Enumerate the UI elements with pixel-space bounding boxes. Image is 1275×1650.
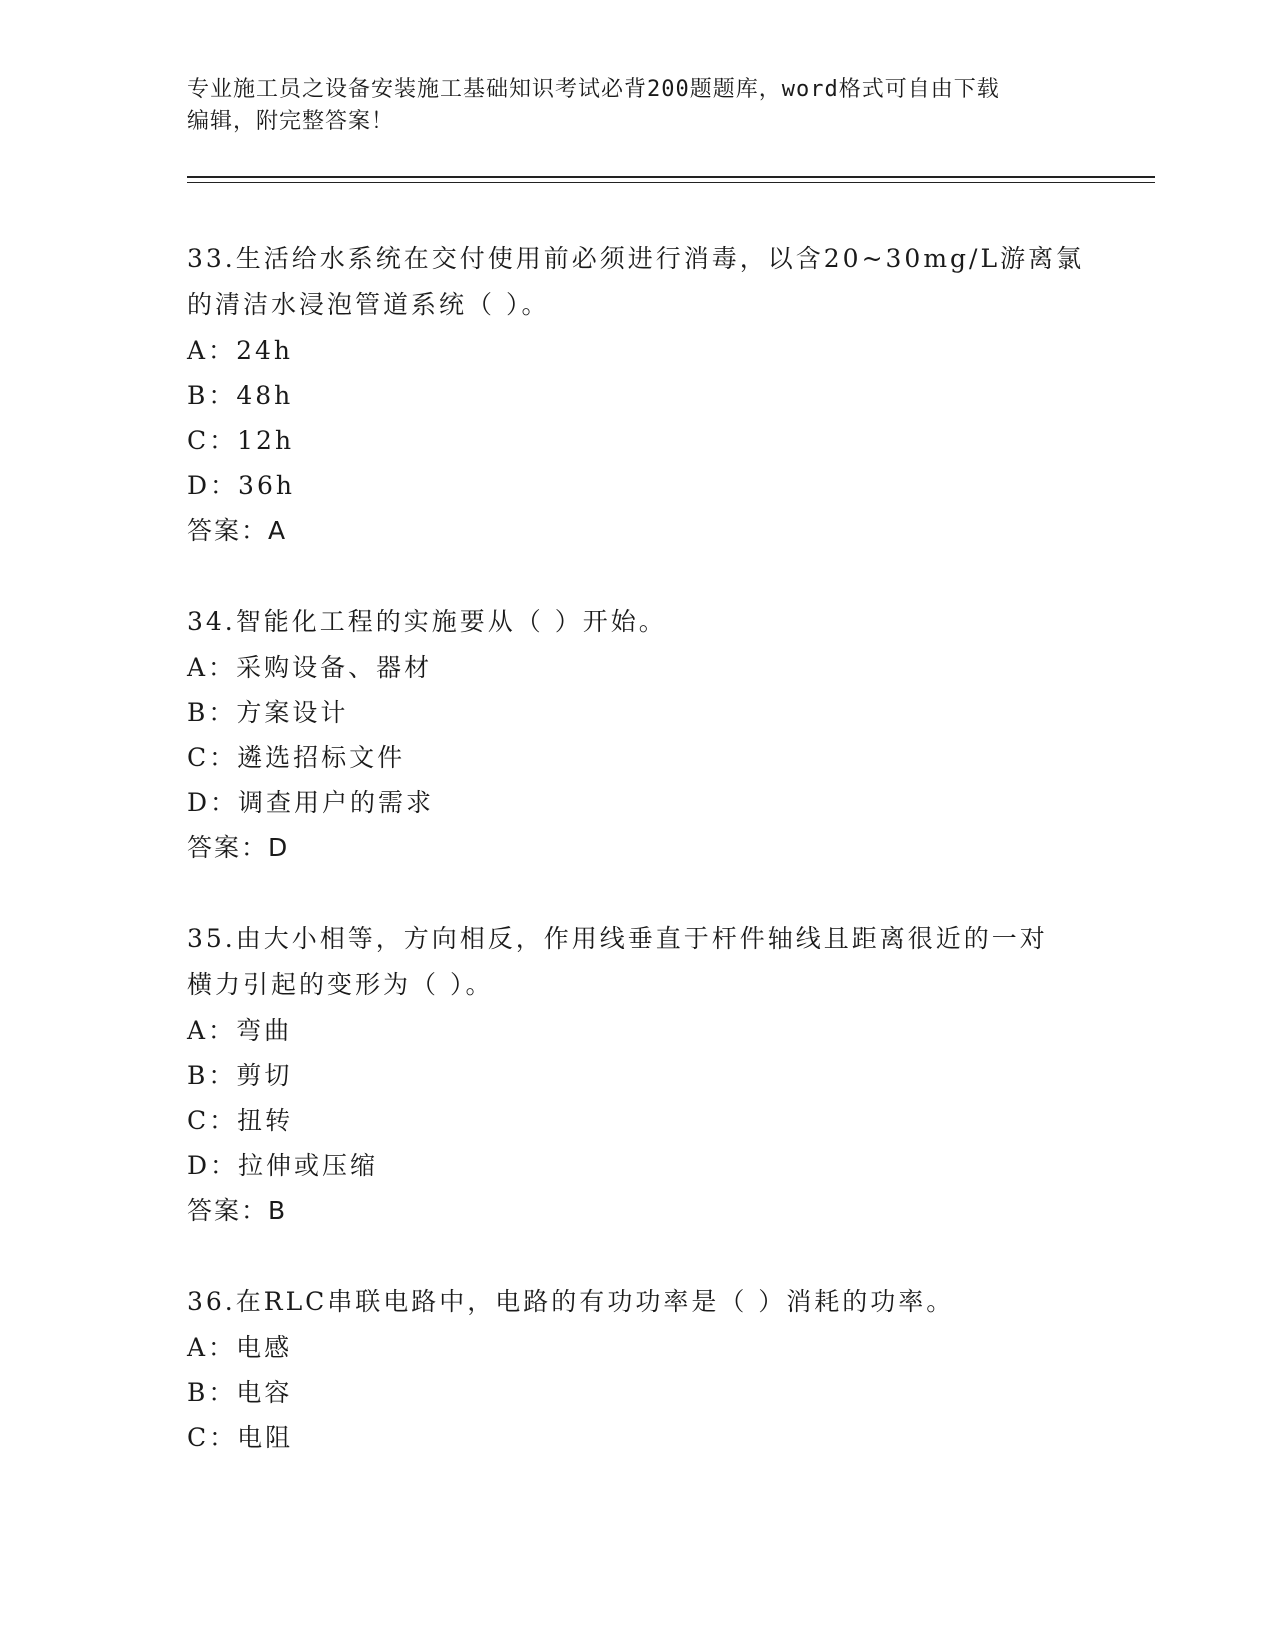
answer-label: 答案：D [187, 833, 290, 862]
option-key: A： [187, 1333, 237, 1362]
option-a [187, 328, 1087, 373]
option-text: 电感 [236, 1333, 293, 1362]
option-key: D： [187, 471, 239, 500]
option-text: 36h [238, 471, 295, 500]
header-title-line-2: 编辑，附完整答案！ [187, 109, 395, 134]
option-b [187, 373, 1087, 418]
option-d [187, 463, 1087, 508]
option-key: D： [187, 788, 239, 817]
header-divider-bottom [187, 182, 1155, 183]
option-text: 剪切 [236, 1061, 293, 1090]
option-b [187, 1370, 1087, 1415]
question-34 [187, 599, 1087, 870]
question-stem-line-1: 33.生活给水系统在交付使用前必须进行消毒，以含20~30mg/L游离氯 [187, 244, 1085, 273]
question-stem-line-1: 34.智能化工程的实施要从（ ）开始。 [187, 607, 667, 636]
option-text: 调查用户的需求 [238, 788, 435, 817]
option-text: 弯曲 [236, 1016, 293, 1045]
option-text: 扭转 [237, 1106, 294, 1135]
option-key: D： [187, 1151, 239, 1180]
answer-label: 答案：B [187, 1196, 288, 1225]
question-list [187, 236, 1087, 1506]
question-stem-line-1: 36.在RLC串联电路中，电路的有功功率是（ ）消耗的功率。 [187, 1287, 955, 1316]
option-key: C： [187, 743, 238, 772]
question-33 [187, 236, 1087, 553]
option-c [187, 1098, 1087, 1143]
option-key: C： [187, 1423, 238, 1452]
header-divider-top [187, 176, 1155, 178]
option-a [187, 1008, 1087, 1053]
option-text: 方案设计 [236, 698, 349, 727]
question-stem [187, 599, 1087, 645]
option-text: 采购设备、器材 [236, 653, 433, 682]
option-key: B： [187, 1378, 237, 1407]
question-stem [187, 236, 1087, 328]
option-c [187, 418, 1087, 463]
question-35 [187, 916, 1087, 1233]
option-text: 拉伸或压缩 [238, 1151, 379, 1180]
question-stem [187, 916, 1087, 1008]
question-stem [187, 1279, 1087, 1325]
option-key: C： [187, 426, 238, 455]
option-key: A： [187, 336, 237, 365]
option-b [187, 690, 1087, 735]
option-key: B： [187, 698, 237, 727]
option-key: A： [187, 653, 237, 682]
option-a [187, 1325, 1087, 1370]
option-key: B： [187, 381, 237, 410]
option-c [187, 1415, 1087, 1460]
option-a [187, 645, 1087, 690]
question-stem-line-2: 的清洁水浸泡管道系统（ ）。 [187, 290, 550, 319]
option-text: 遴选招标文件 [237, 743, 406, 772]
option-key: B： [187, 1061, 237, 1090]
option-text: 电阻 [237, 1423, 294, 1452]
answer-label: 答案：A [187, 516, 288, 545]
option-text: 12h [237, 426, 295, 455]
option-d [187, 780, 1087, 825]
option-b [187, 1053, 1087, 1098]
question-36 [187, 1279, 1087, 1460]
option-key: C： [187, 1106, 238, 1135]
header-title-line-1: 专业施工员之设备安装施工基础知识考试必背200题题库，word格式可自由下载 [187, 77, 1000, 102]
option-c [187, 735, 1087, 780]
option-text: 48h [236, 381, 294, 410]
option-text: 电容 [236, 1378, 293, 1407]
option-d [187, 1143, 1087, 1188]
question-stem-line-2: 横力引起的变形为（ ）。 [187, 970, 494, 999]
option-key: A： [187, 1016, 237, 1045]
question-stem-line-1: 35.由大小相等，方向相反，作用线垂直于杆件轴线且距离很近的一对 [187, 924, 1048, 953]
document-header [187, 74, 1067, 138]
option-text: 24h [236, 336, 293, 365]
